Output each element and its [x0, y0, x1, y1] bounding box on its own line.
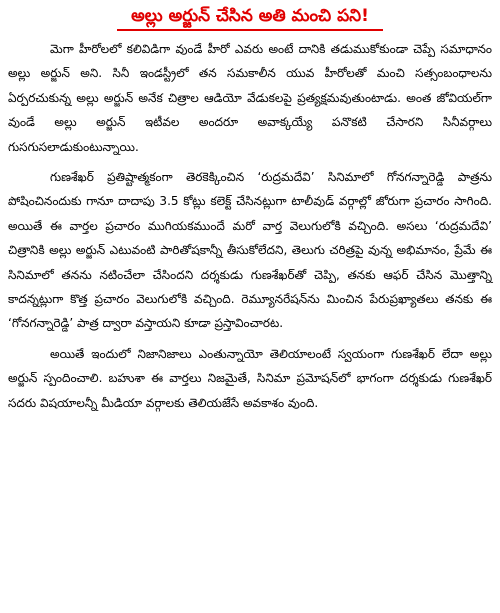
article-headline: అల్లు అర్జున్ చేసిన అతి మంచి పని!	[117, 4, 383, 31]
article-body	[8, 37, 492, 415]
article-paragraph-3: అయితే ఇందులో నిజానిజాలు ఎంతున్నాయో తెలియాలంటే స్వయంగా గుణశేఖర్ లేదా అల్లు అర్జున్ స్పందించాలి. బహుశా ఈ వార్తలు నిజమైతే, సినిమా ప్రమోషన్‌లో భాగంగా దర్శకుడు గుణశేఖర్ సదరు విషయాలన్నీ మీడియా వర్గాలకు తెలియజేసే అవకాశం వుంది.	[8, 346, 492, 410]
article-paragraph-2: గుణశేఖర్ ప్రతిష్టాత్మకంగా తెరకెక్కించిన ‘రుద్రమదేవి’ సినిమాలో గోనగన్నారెడ్డి పాత్రను పోషించినందుకు గానూ దాదాపు 3.5 కోట్లు కలెక్ట్ చేసినట్లుగా టాలీవుడ్ వర్గాల్లో జోరుగా ప్రచారం సాగింది. అయితే ఈ వార్తల ప్రచారం ముగియకముందే మరో వార్త వెలుగులోకి వచ్చింది. అసలు ‘రుద్రమదేవి’ చిత్రానికి అల్లు అర్జున్ ఎటువంటి పారితోషకాన్నీ తీసుకోలేదని, తెలుగు చరిత్రపై వున్న అభిమానం, ప్రేమే ఈ సినిమాలో తనను నటించేలా చేసిందని దర్శకుడు గుణశేఖర్‌తో చెప్పి, తనకు ఆఫర్ చేసిన మొత్తాన్ని కాదన్నట్లుగా కొత్త ప్రచారం వెలుగులోకి వచ్చింది. రెమ్యూనరేషన్‌ను మించిన పేరుప్రఖ్యాతలు తనకు ఈ ‘గోనగన్నారెడ్డి’ పాత్ర ద్వారా వస్తాయని కూడా ప్రస్తావించారట.	[8, 170, 492, 331]
article-paragraph-1: మెగా హీరోలలో కలివిడిగా వుండే హీరో ఎవరు అంటే దానికి తడుముకోకుండా చెప్పే సమాధానం అల్లు అర్జున్ అని. సినీ ఇండస్ట్రీలో తన సమకాలీన యువ హీరోలతో మంచి సత్సంబంధాలను ఏర్పరచుకున్న అల్లు అర్జున్ అనేక చిత్రాల ఆడియో వేడుకలపై ప్రత్యక్షమవుతుంటాడు. అంత జోవియల్‌గా వుండే అల్లు అర్జున్ ఇటీవల అందరూ అవాక్కయ్యే పనొకటి చేసారని సినీవర్గాలు గుసగుసలాడుకుంటున్నాయి.	[8, 42, 492, 154]
headline-container	[8, 4, 492, 31]
